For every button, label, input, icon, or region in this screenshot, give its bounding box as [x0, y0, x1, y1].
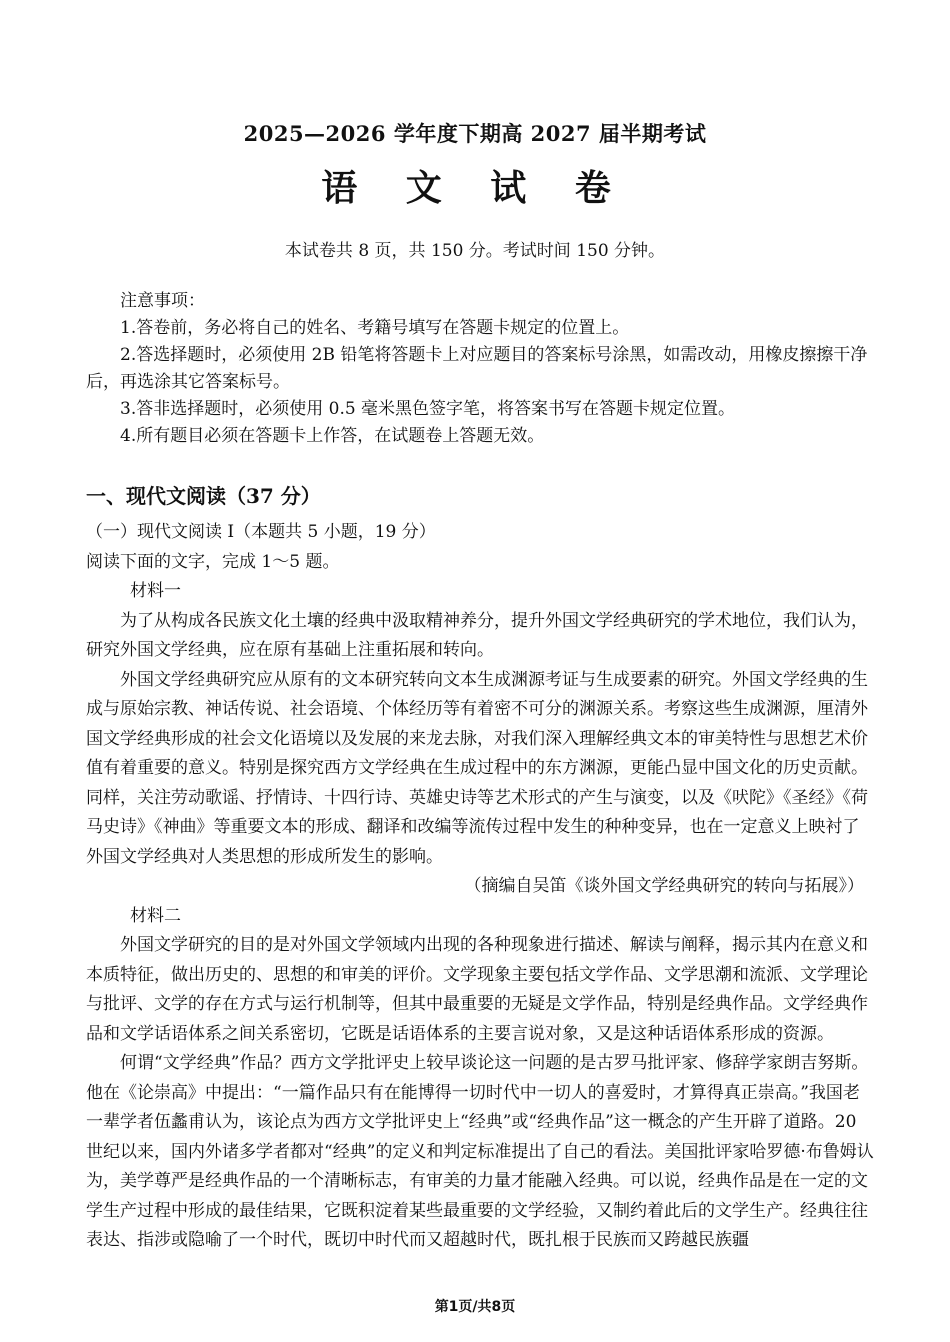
notes-block — [86, 288, 876, 450]
note-item: 1.答卷前，务必将自己的姓名、考籍号填写在答题卡规定的位置上。 — [120, 318, 630, 338]
exam-title: 2025—2026 学年度下期高 2027 届半期考试 — [243, 121, 707, 146]
note-item: 3.答非选择题时，必须使用 0.5 毫米黑色签字笔，将答案书写在答题卡规定位置。 — [120, 399, 736, 419]
note-item: 2.答选择题时，必须使用 2B 铅笔将答题卡上对应题目的答案标号涂黑，如需改动，用橡皮擦擦干净后，再选涂其它答案标号。 — [86, 345, 868, 392]
material1-paragraph: 外国文学经典研究应从原有的文本研究转向文本生成渊源考证与生成要素的研究。外国文学经典的生成与原始宗教、神话传说、社会语境、个体经历等有着密不可分的渊源关系。考察这些生成渊源，厘清外国文学经典形成的社会文化语境以及发展的来龙去脉，对我们深入理解经典文本的审美特性与思想艺术价值有着重要的意义。特别是探究西方文学经典在生成过程中的东方渊源，更能凸显中国文化的历史贡献。同样，关注劳动歌谣、抒情诗、十四行诗、英雄史诗等艺术形式的产生与演变，以及《吠陀》《圣经》《荷马史诗》《神曲》等重要文本的形成、翻译和改编等流传过程中发生的种种变异，也在一定意义上映衬了外国文学经典对人类思想的形成所发生的影响。 — [86, 669, 868, 867]
subsection-title: （一）现代文阅读 I（本题共 5 小题，19 分） — [86, 522, 436, 542]
instruction: 阅读下面的文字，完成 1～5 题。 — [86, 551, 340, 572]
material1-label: 材料一 — [130, 581, 181, 601]
subject-title: 语 文 试 卷 — [321, 167, 629, 209]
material2-paragraph: 外国文学研究的目的是对外国文学领域内出现的各种现象进行描述、解读与阐释，揭示其内在意义和本质特征，做出历史的、思想的和审美的评价。文学现象主要包括文学作品、文学思潮和流派、文学理论与批评、文学的存在方式与运行机制等，但其中最重要的无疑是文学作品，特别是经典作品。文学经典作品和文学话语体系之间关系密切，它既是话语体系的主要言说对象，又是这种话语体系形成的资源。 — [86, 935, 868, 1044]
reading-passage — [86, 518, 876, 1256]
page-number: 第1页/共8页 — [434, 1299, 516, 1315]
material2-paragraph: 何谓“文学经典”作品？西方文学批评史上较早谈论这一问题的是古罗马批评家、修辞学家朗吉努斯。他在《论崇高》中提出：“一篇作品只有在能博得一切时代中一切人的喜爱时，才算得真正崇高。”我国老一辈学者伍蠡甫认为，该论点为西方文学批评史上“经典”或“经典作品”这一概念的产生开辟了道路。20 世纪以来，国内外诸多学者都对“经典”的定义和判定标准提出了自己的看法。美国批评家哈罗德·布鲁姆认为，美学尊严是经典作品的一个清晰标志，有审美的力量才能融入经典。可以说，经典作品是在一定的文学生产过程中形成的最佳结果，它既积淀着某些最重要的文学经验，又制约着此后的文学生产。经典往往表达、指涉或隐喻了一个时代，既切中时代而又超越时代，既扎根于民族而又跨越民族疆 — [86, 1053, 874, 1250]
section-title: 一、现代文阅读（37 分） — [86, 484, 321, 508]
material2-label: 材料二 — [130, 905, 181, 926]
material1-source: （摘编自吴笛《谈外国文学经典研究的转向与拓展》） — [464, 876, 864, 896]
notes-heading: 注意事项： — [120, 291, 205, 311]
note-item: 4.所有题目必须在答题卡上作答，在试题卷上答题无效。 — [120, 426, 545, 446]
material1-paragraph: 为了从构成各民族文化土壤的经典中汲取精神养分，提升外国文学经典研究的学术地位，我们认为，研究外国文学经典，应在原有基础上注重拓展和转向。 — [86, 610, 868, 660]
exam-info: 本试卷共 8 页，共 150 分。考试时间 150 分钟。 — [284, 241, 666, 261]
